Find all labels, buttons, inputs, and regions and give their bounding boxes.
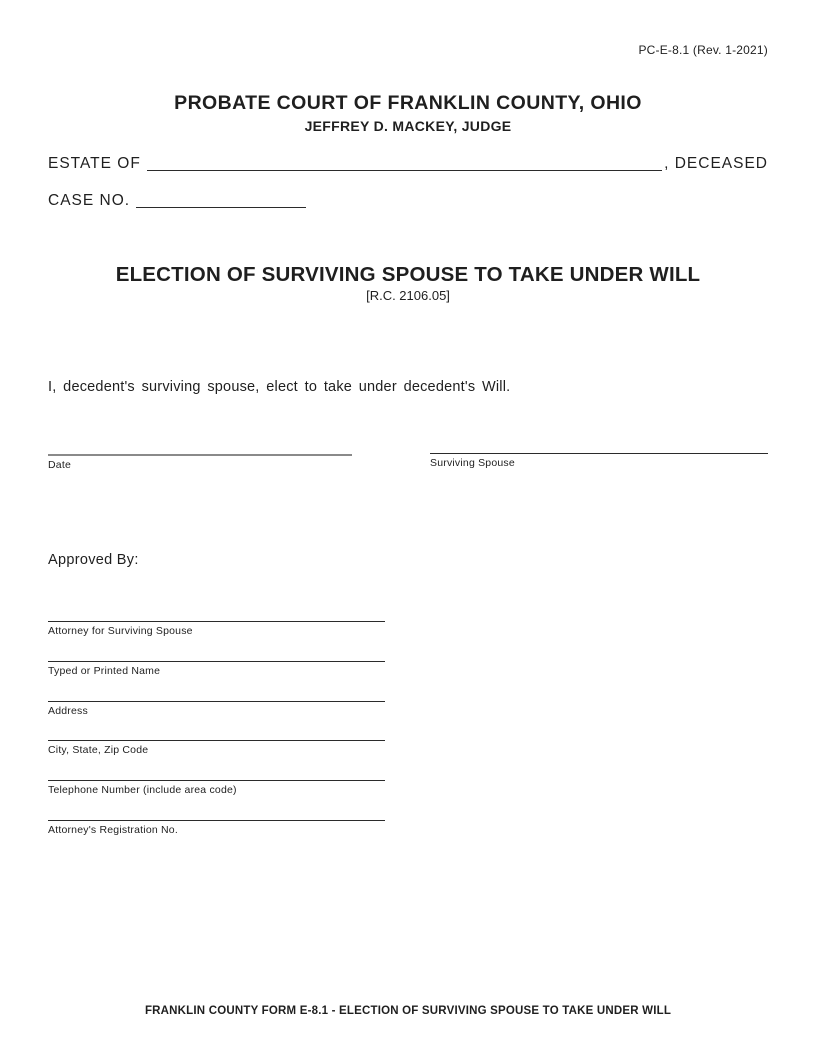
attorney-signature-label: Attorney for Surviving Spouse [48,625,193,637]
date-field [48,442,352,471]
form-number: PC-E-8.1 (Rev. 1-2021) [638,43,768,57]
case-no-label: CASE NO. [48,191,131,209]
telephone-input[interactable] [48,767,385,781]
city-state-zip-input[interactable] [48,727,385,741]
address-input[interactable] [48,688,385,702]
court-title: PROBATE COURT OF FRANKLIN COUNTY, OHIO [174,92,642,114]
address-label: Address [48,705,88,717]
case-number-row [48,189,768,208]
footer-form-reference: FRANKLIN COUNTY FORM E-8.1 - ELECTION OF SURVIVING SPOUSE TO TAKE UNDER WILL [144,1005,672,1017]
estate-of-input[interactable] [147,155,662,171]
surviving-spouse-input[interactable] [430,440,768,454]
case-no-input[interactable] [136,192,306,208]
surviving-spouse-field [430,440,768,469]
address-field [48,688,385,717]
form-title: ELECTION OF SURVIVING SPOUSE TO TAKE UNDER WILL [115,263,701,286]
typed-name-field [48,648,385,677]
typed-name-input[interactable] [48,648,385,662]
surviving-spouse-label: Surviving Spouse [430,457,515,469]
registration-no-field [48,807,385,836]
statute-reference: [R.C. 2106.05] [366,288,450,303]
telephone-field [48,767,385,796]
city-state-zip-label: City, State, Zip Code [48,744,149,756]
date-input[interactable] [48,442,352,456]
election-statement: I, decedent's surviving spouse, elect to take under decedent's Will. [48,379,511,395]
date-label: Date [48,459,71,471]
attorney-signature-input[interactable] [48,608,385,622]
judge-name: JEFFREY D. MACKEY, JUDGE [304,118,512,134]
estate-caption-row [48,152,768,171]
attorney-signature-field [48,608,385,637]
estate-of-label: ESTATE OF [48,154,141,172]
registration-no-input[interactable] [48,807,385,821]
approved-by-label: Approved By: [48,552,139,568]
telephone-label: Telephone Number (include area code) [48,784,237,796]
city-state-zip-field [48,727,385,756]
typed-name-label: Typed or Printed Name [48,665,161,677]
registration-no-label: Attorney's Registration No. [48,824,178,836]
deceased-label: , DECEASED [664,154,768,172]
